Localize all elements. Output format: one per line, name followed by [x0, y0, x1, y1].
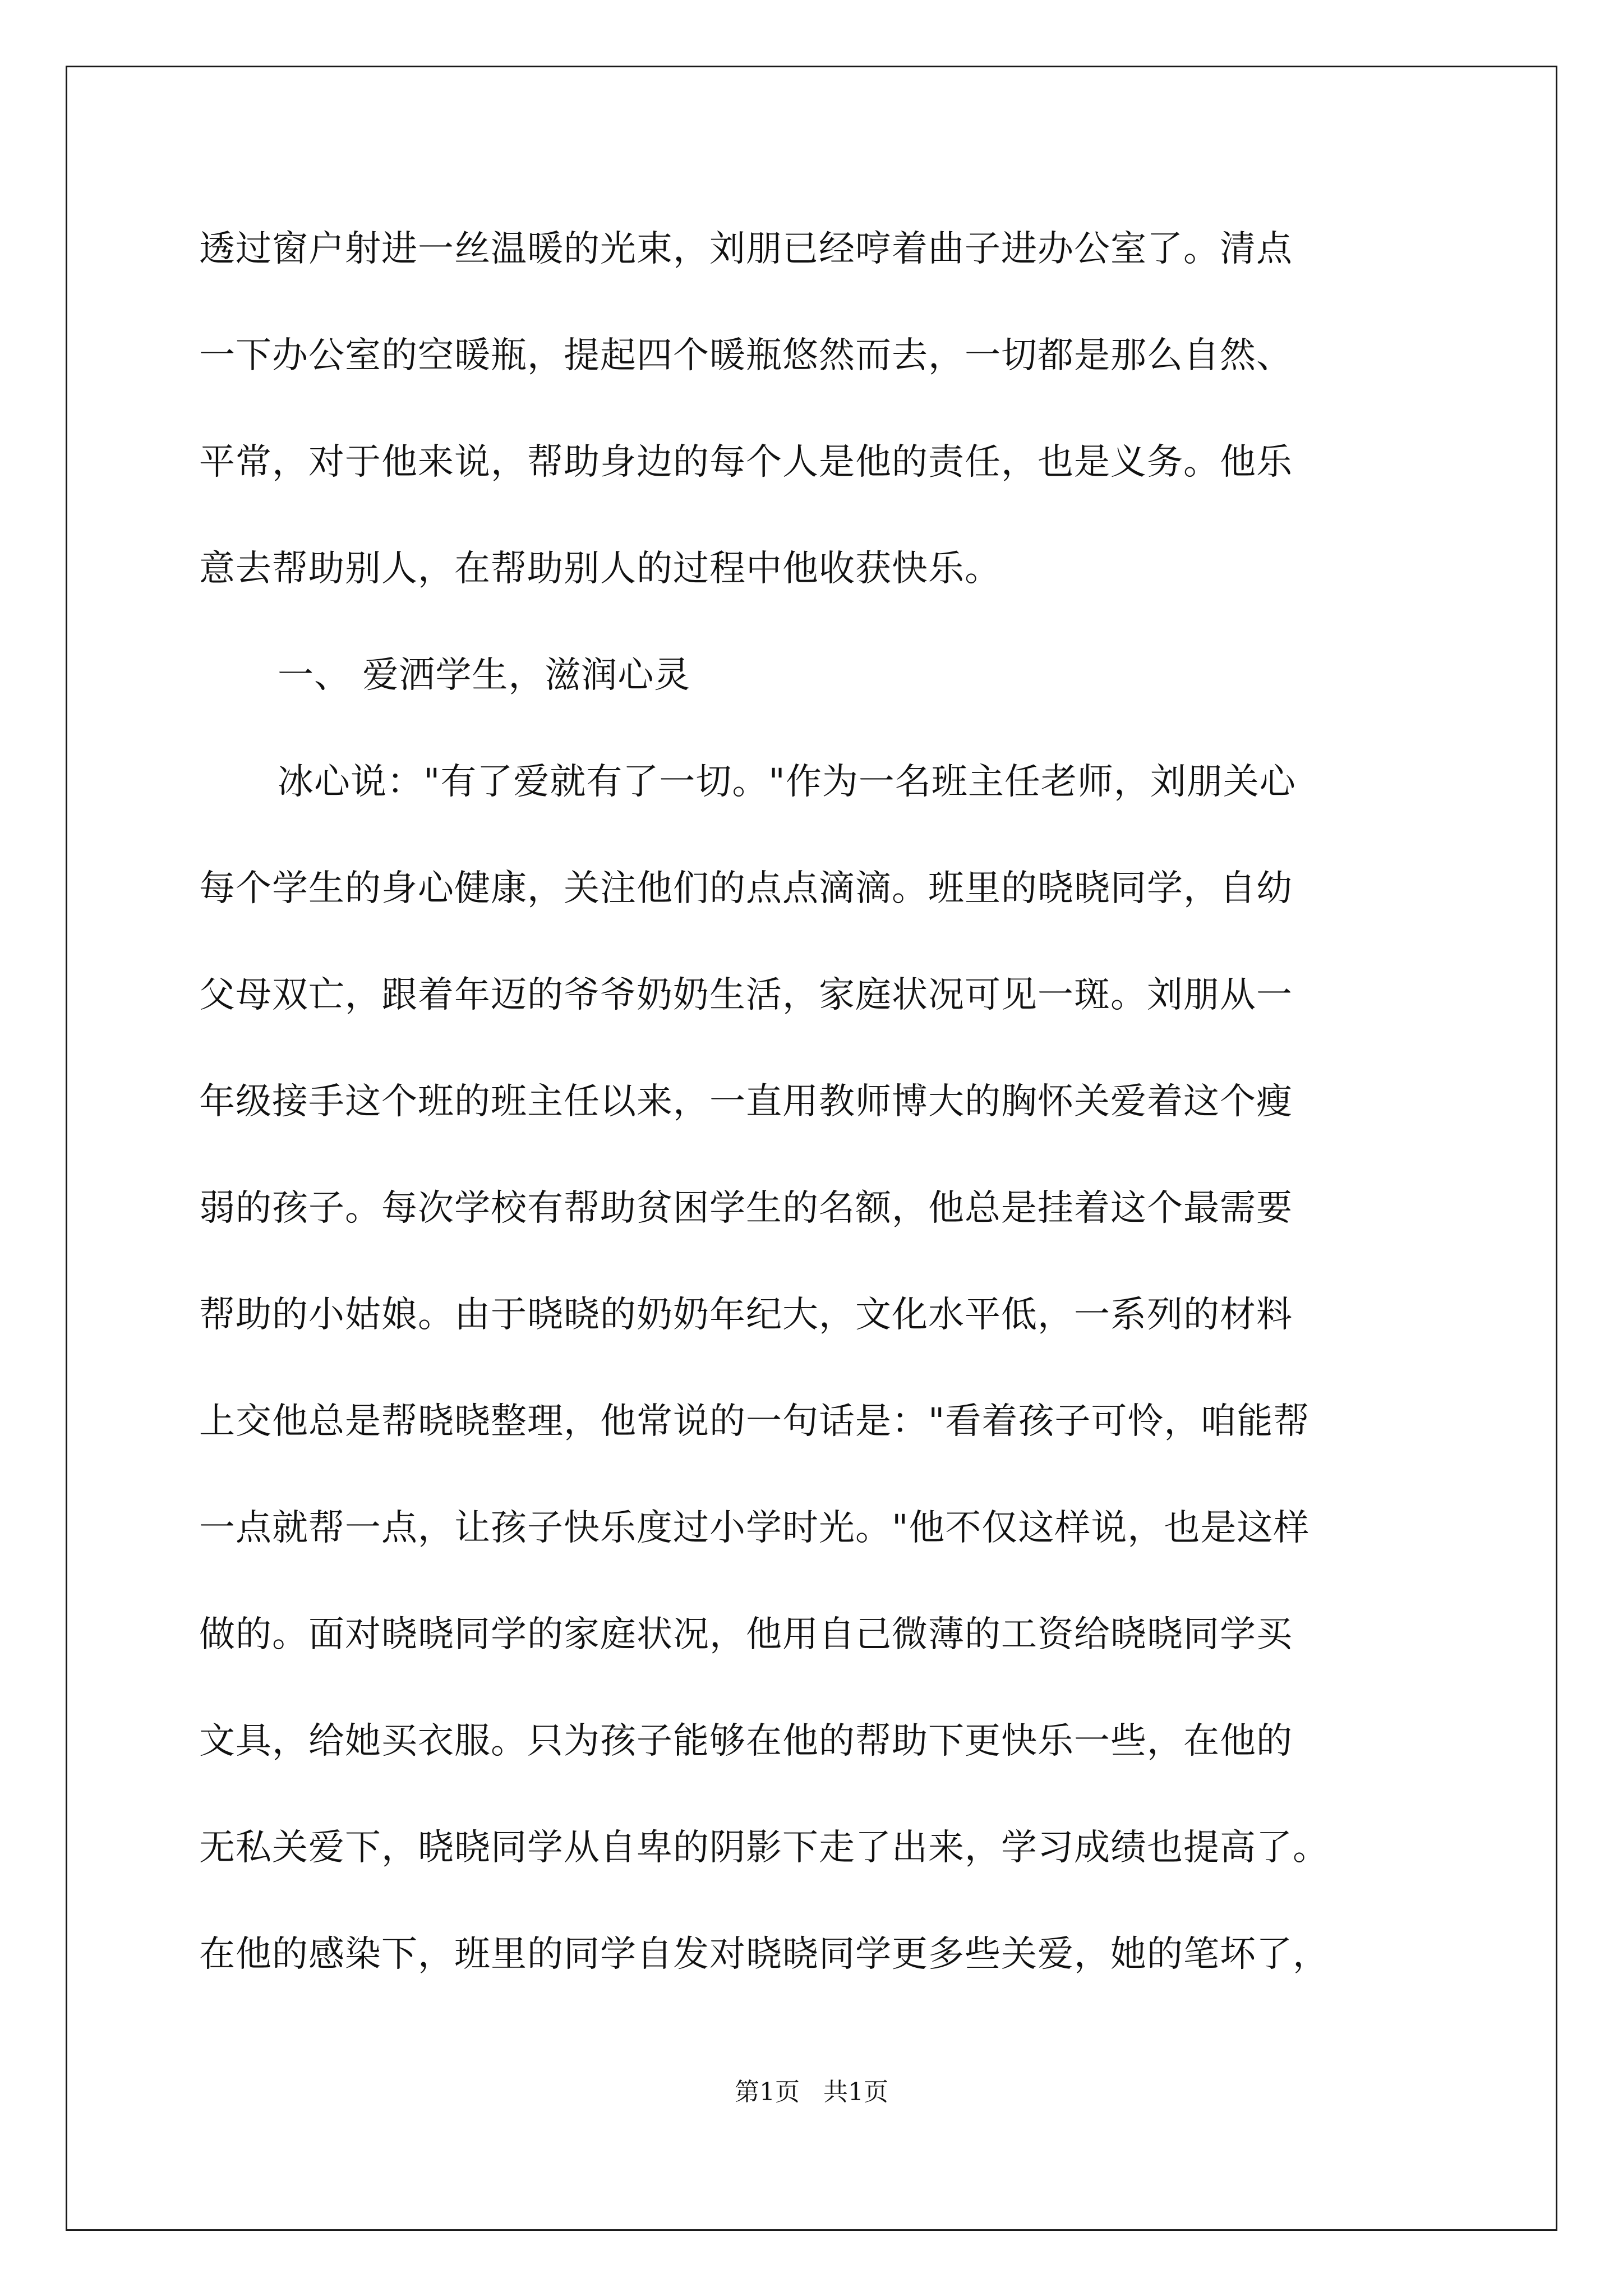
text-line-12: 上交他总是帮晓晓整理，他常说的一句话是："看着孩子可怜，咱能帮	[199, 1401, 1310, 1442]
text-line-3: 平常，对于他来说，帮助身边的每个人是他的责任，也是义务。他乐	[199, 441, 1293, 483]
text-line-7: 每个学生的身心健康，关注他们的点点滴滴。班里的晓晓同学，自幼	[199, 868, 1293, 909]
text-line-4: 意去帮助别人，在帮助别人的过程中他收获快乐。	[199, 548, 1001, 590]
text-line-8: 父母双亡，跟着年迈的爷爷奶奶生活，家庭状况可见一斑。刘朋从一	[199, 974, 1293, 1016]
text-line-15: 文具，给她买衣服。只为孩子能够在他的帮助下更快乐一些，在他的	[199, 1720, 1293, 1762]
text-line-17: 在他的感染下，班里的同学自发对晓晓同学更多些关爱，她的笔坏了，	[199, 1934, 1329, 1975]
text-line-11: 帮助的小姑娘。由于晓晓的奶奶年纪大，文化水平低，一系列的材料	[199, 1294, 1293, 1336]
text-line-14: 做的。面对晓晓同学的家庭状况，他用自己微薄的工资给晓晓同学买	[199, 1614, 1293, 1655]
section-heading: 一、 爱洒学生，滋润心灵	[278, 655, 691, 696]
text-line-13: 一点就帮一点，让孩子快乐度过小学时光。"他不仅这样说，也是这样	[199, 1507, 1310, 1549]
text-line-2: 一下办公室的空暖瓶，提起四个暖瓶悠然而去，一切都是那么自然、	[199, 335, 1293, 376]
text-line-10: 弱的孩子。每次学校有帮助贫困学生的名额，他总是挂着这个最需要	[199, 1188, 1293, 1229]
page-footer: 第1页 共1页	[735, 2078, 888, 2106]
page-border	[66, 66, 1557, 2231]
text-line-6: 冰心说："有了爱就有了一切。"作为一名班主任老师，刘朋关心	[278, 761, 1296, 803]
text-line-16: 无私关爱下，晓晓同学从自卑的阴影下走了出来，学习成绩也提高了。	[199, 1827, 1329, 1869]
text-line-1: 透过窗户射进一丝温暖的光束，刘朋已经哼着曲子进办公室了。清点	[199, 228, 1293, 270]
text-line-9: 年级接手这个班的班主任以来，一直用教师博大的胸怀关爱着这个瘦	[199, 1081, 1293, 1122]
